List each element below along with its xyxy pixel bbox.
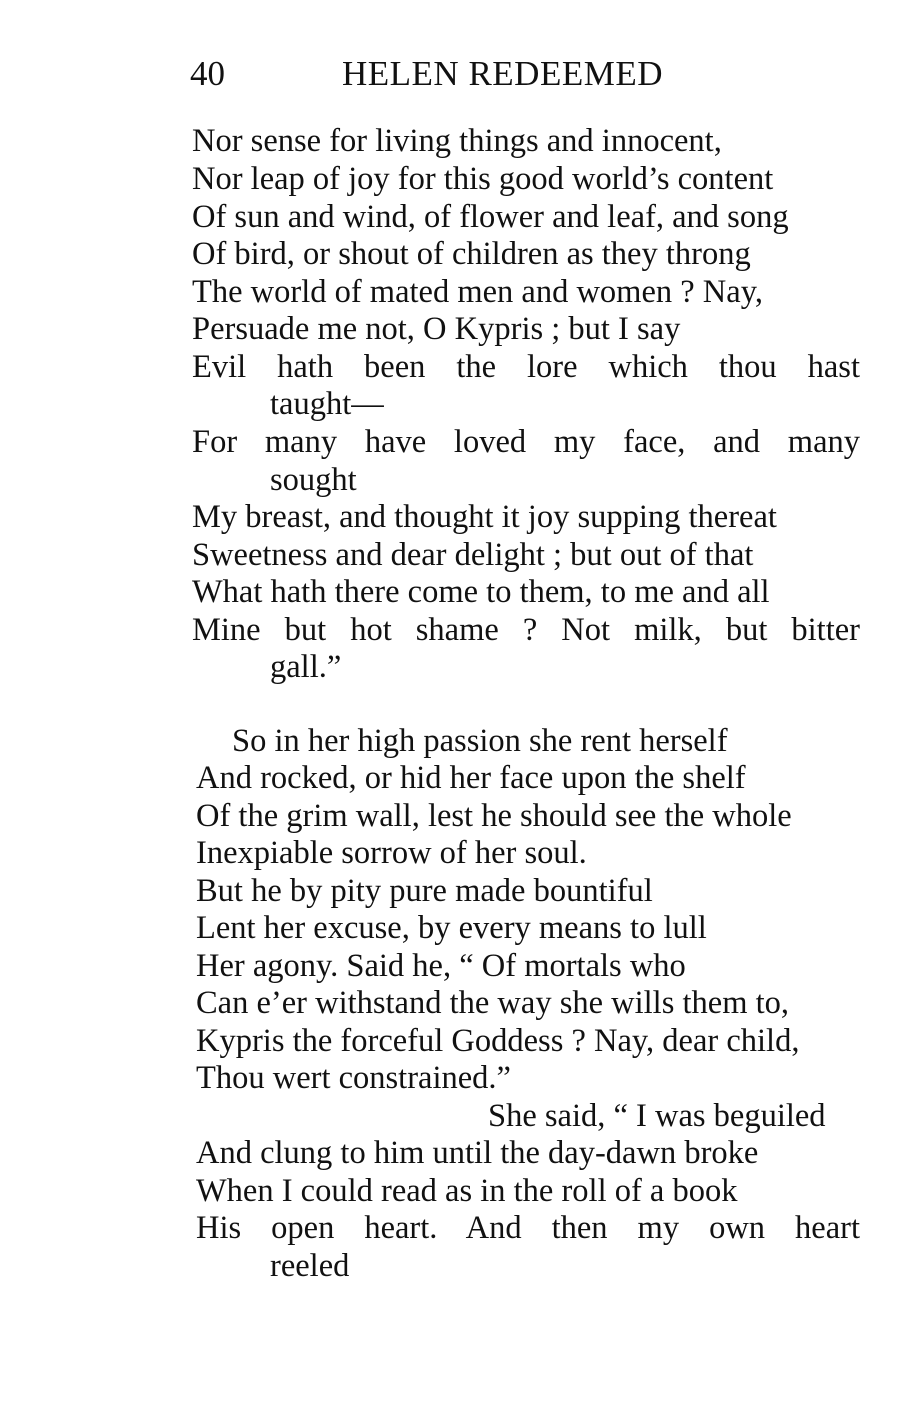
poem-line: Nor sense for living things and innocent,	[192, 123, 722, 159]
poem-line: Thou wert constrained.”	[196, 1060, 511, 1096]
poem-line: Her agony. Said he, “ Of mortals who	[196, 948, 686, 984]
poem-line: Evil hath been the lore which thou hast	[192, 349, 860, 385]
poem-line: But he by pity pure made bountiful	[196, 873, 653, 909]
poem-line-continuation: taught—	[270, 386, 384, 422]
poem-line-continuation: gall.”	[270, 649, 342, 685]
poem-line: Of bird, or shout of children as they throng	[192, 236, 751, 272]
poem-line: And rocked, or hid her face upon the shelf	[196, 760, 746, 796]
poem-line: So in her high passion she rent herself	[232, 723, 728, 759]
poem-line: Mine but hot shame ? Not milk, but bitter	[192, 612, 860, 648]
poem-line: Persuade me not, O Kypris ; but I say	[192, 311, 681, 347]
poem-line: Lent her excuse, by every means to lull	[196, 910, 707, 946]
poem-line: Inexpiable sorrow of her soul.	[196, 835, 587, 871]
page-header	[190, 50, 730, 98]
poem-line: For many have loved my face, and many	[192, 424, 860, 460]
poem-line: Sweetness and dear delight ; but out of that	[192, 537, 754, 573]
poem-line-continuation: sought	[270, 462, 357, 498]
poem-line: When I could read as in the roll of a book	[196, 1173, 738, 1209]
poem-line: His open heart. And then my own heart	[196, 1210, 860, 1246]
poem-line: What hath there come to them, to me and all	[192, 574, 770, 610]
poem-line: Of sun and wind, of flower and leaf, and song	[192, 199, 789, 235]
poem-line: Can e’er withstand the way she wills them to,	[196, 985, 789, 1021]
poem-line: And clung to him until the day-dawn broke	[196, 1135, 759, 1171]
running-title: HELEN REDEEMED	[342, 54, 663, 93]
page-number: 40	[190, 54, 225, 93]
poem-line: My breast, and thought it joy supping thereat	[192, 499, 777, 535]
poem-line-continuation: reeled	[270, 1248, 350, 1284]
poem-line: Kypris the forceful Goddess ? Nay, dear child,	[196, 1023, 800, 1059]
poem-line: Of the grim wall, lest he should see the whole	[196, 798, 792, 834]
poem-line: The world of mated men and women ? Nay,	[192, 274, 763, 310]
poem-line: Nor leap of joy for this good world’s content	[192, 161, 774, 197]
poem-line: She said, “ I was beguiled	[488, 1098, 826, 1134]
